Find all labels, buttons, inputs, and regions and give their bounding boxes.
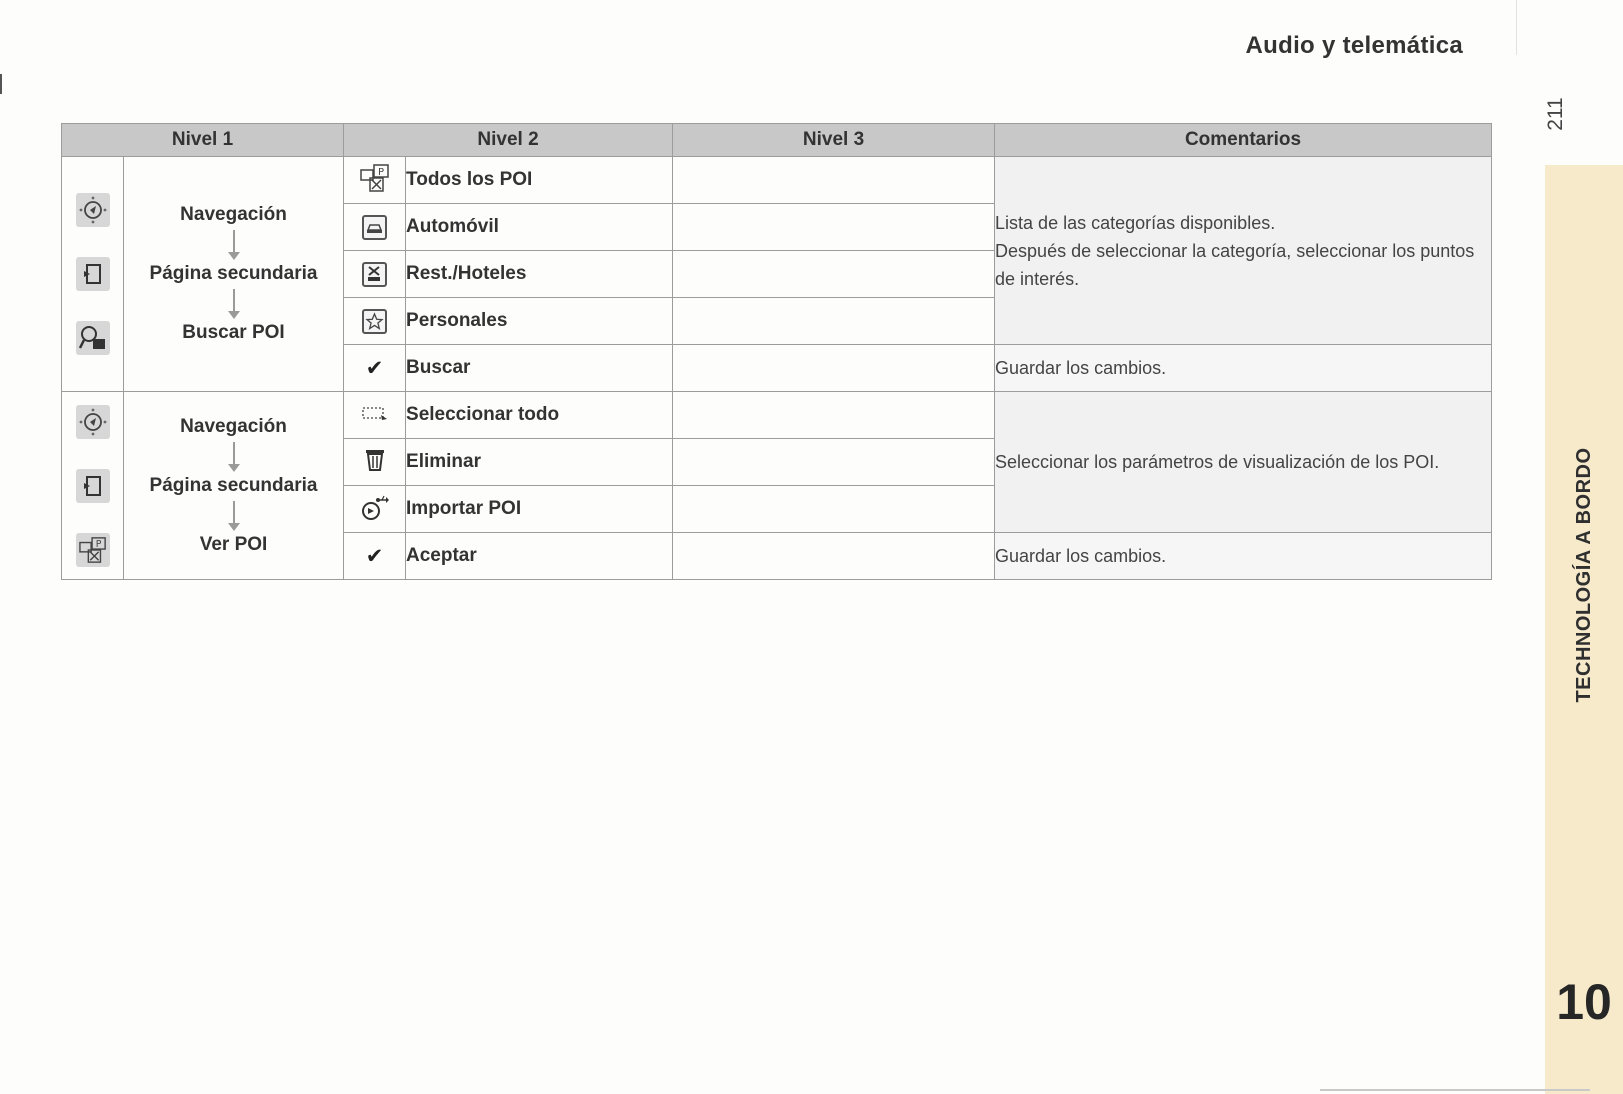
comment-cell: Guardar los cambios. — [995, 533, 1492, 580]
down-arrow-icon — [233, 442, 235, 466]
level2-icon-cell — [344, 251, 406, 298]
select-all-icon — [361, 403, 389, 428]
level2-label: Todos los POI — [406, 157, 673, 204]
header-nivel-3: Nivel 3 — [673, 124, 995, 157]
secondary-page-icon — [76, 257, 110, 291]
level1-path-cell — [124, 392, 344, 580]
chapter-number: 10 — [1556, 974, 1612, 1030]
down-arrow-icon — [233, 230, 235, 254]
down-arrow-icon — [233, 289, 235, 313]
level2-icon-cell — [344, 157, 406, 204]
level2-icon-cell — [344, 486, 406, 533]
header-divider — [1516, 0, 1517, 55]
menu-table — [61, 123, 1492, 580]
all-poi-icon — [76, 533, 110, 567]
comment-cell — [995, 157, 1492, 345]
chapter-tab-label: TECHNOLOGÍA A BORDO — [1572, 447, 1595, 703]
comment-cell: Guardar los cambios. — [995, 345, 1492, 392]
level3-cell — [673, 204, 995, 251]
level3-cell — [673, 251, 995, 298]
level2-icon-cell — [344, 345, 406, 392]
level2-label: Seleccionar todo — [406, 392, 673, 439]
level1-item: Buscar POI — [182, 322, 285, 343]
comment-text: Lista de las categorías disponibles. Después de seleccionar la categoría, seleccionar los puntos de interés. — [995, 212, 1475, 289]
level1-item: Navegación — [180, 415, 287, 437]
level2-label: Importar POI — [406, 486, 673, 533]
level2-label: Rest./Hoteles — [406, 251, 673, 298]
level2-label: Eliminar — [406, 439, 673, 486]
page-number: 211 — [1544, 97, 1567, 131]
level2-icon-cell — [344, 533, 406, 580]
level1-item: Navegación — [180, 204, 287, 225]
bottom-rule — [1320, 1089, 1590, 1091]
level3-cell — [673, 157, 995, 204]
svg-text:P: P — [377, 166, 384, 178]
star-icon — [362, 309, 387, 334]
check-icon: ✔ — [365, 544, 384, 568]
header-comentarios: Comentarios — [995, 124, 1492, 157]
level1-path-cell — [124, 157, 344, 392]
car-icon — [362, 215, 387, 240]
level1-item: Ver POI — [199, 533, 268, 555]
level2-icon-cell — [344, 439, 406, 486]
comment-cell: Seleccionar los parámetros de visualización de los POI. — [995, 392, 1492, 533]
level1-item: Página secundaria — [149, 263, 318, 284]
table-row — [62, 392, 1492, 439]
svg-text:P: P — [95, 538, 101, 550]
page-edge-mark — [0, 74, 2, 94]
restaurant-hotel-icon — [362, 262, 387, 287]
level1-item: Página secundaria — [149, 474, 318, 496]
level2-icon-cell — [344, 392, 406, 439]
level2-icon-cell — [344, 204, 406, 251]
level2-label: Personales — [406, 298, 673, 345]
section-title: Audio y telemática — [1245, 32, 1463, 59]
table-header-row — [62, 124, 1492, 157]
table-row — [62, 157, 1492, 204]
level3-cell — [673, 486, 995, 533]
trash-icon — [364, 447, 386, 478]
search-poi-icon — [76, 321, 110, 355]
level3-cell — [673, 345, 995, 392]
level1-icon-cell — [62, 392, 124, 580]
level3-cell — [673, 298, 995, 345]
header-nivel-1: Nivel 1 — [62, 124, 344, 157]
down-arrow-icon — [233, 501, 235, 525]
secondary-page-icon — [76, 469, 110, 503]
level3-cell — [673, 392, 995, 439]
chapter-side-tab — [1545, 165, 1623, 1094]
navigation-compass-icon — [76, 193, 110, 227]
check-icon: ✔ — [365, 356, 384, 380]
level2-label: Aceptar — [406, 533, 673, 580]
navigation-compass-icon — [76, 405, 110, 439]
header-nivel-2: Nivel 2 — [344, 124, 673, 157]
usb-import-icon — [360, 492, 390, 527]
level3-cell — [673, 439, 995, 486]
level1-icon-cell — [62, 157, 124, 392]
all-poi-icon — [359, 163, 391, 198]
level2-icon-cell — [344, 298, 406, 345]
level2-label: Buscar — [406, 345, 673, 392]
level3-cell — [673, 533, 995, 580]
level2-label: Automóvil — [406, 204, 673, 251]
